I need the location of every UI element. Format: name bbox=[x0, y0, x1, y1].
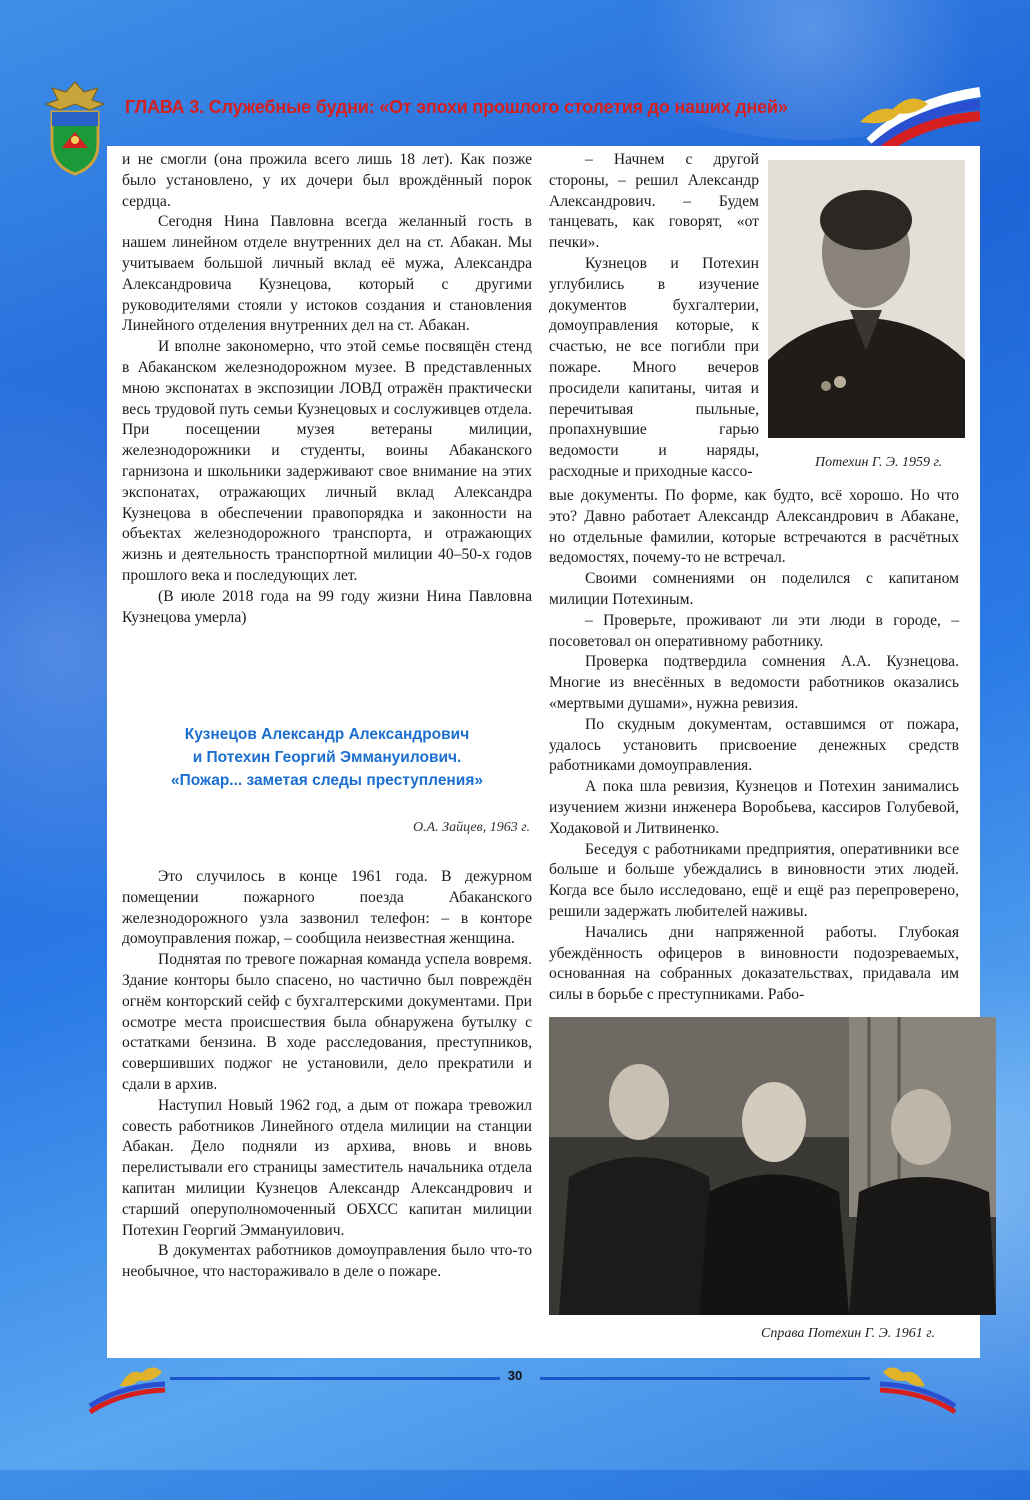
section-title-line: Кузнецов Александр Александрович bbox=[184, 726, 470, 743]
section-title bbox=[122, 723, 532, 792]
footer-divider-right bbox=[540, 1377, 870, 1380]
paragraph: По скудным документам, оставшимся от пожара, удалось установить присвоение денежных средств работниками домоуправления. bbox=[549, 715, 959, 775]
section-title-line: и Потехин Георгий Эммануилович. bbox=[192, 749, 462, 766]
right-column-bottom bbox=[549, 486, 959, 1006]
paragraph: и не смогли (она прожила всего лишь 18 лет). Как позже было установлено, у их дочери был врождённый порок сердца. bbox=[122, 151, 532, 210]
chapter-title: ГЛАВА 3. Служебные будни: «От эпохи прошлого столетия до наших дней» bbox=[125, 97, 788, 117]
paragraph: И вполне закономерно, что этой семье посвящён стенд в Абаканском железнодорожном музее. В представленных мною экспонатах в экспозиции ЛОВД отражён практически весь трудовой путь семьи Кузнецовых и сослуживцев отдела. При посещении музея ветераны милиции, железнодорожники и студенты, воины Абаканского гарнизона и школьники задерживают свое внимание на этих экспонатах, отражающих личный вклад Александра Кузнецова в обеспечении правопорядка и законности на объектах железнодорожного транспорта, и отражающих жизнь и деятельность транспортной милиции 40–50-х годов прошлого века и последующих лет. bbox=[122, 338, 532, 584]
left-column-bottom bbox=[122, 867, 532, 1283]
page-number: 30 bbox=[507, 1368, 523, 1383]
laurel-right-icon bbox=[875, 1356, 965, 1416]
paragraph: Беседуя с работниками предприятия, оперативники все больше и больше убеждались в виновности этих людей. Когда все было исследовано, ещё и ещё раз перепроверено, решили задержать любителей наживы. bbox=[549, 840, 959, 920]
left-column-top bbox=[122, 150, 532, 628]
paragraph: Сегодня Нина Павловна всегда желанный гость в нашем линейном отделе внутренних дел на ст. Абакан. Мы учитываем большой личный вклад её мужа, Александра Александровича Кузнецова, который с другими руководителями стояли у истоков создания и становления Линейного отделения внутренних дел на ст. Абакан. bbox=[122, 213, 532, 335]
group-photo bbox=[549, 1017, 996, 1315]
laurel-left-icon bbox=[80, 1356, 170, 1416]
right-column-top bbox=[549, 150, 759, 483]
paragraph: Кузнецов и Потехин углубились в изучение документов бухгалтерии, домоуправления которые, к счастью, не все погибли при пожаре. Много вечеров просидели капитаны, читая и перечитывая пыльные, пропахнувшие гарью ведомости и наряды, расходные и приходные кассо- bbox=[549, 254, 759, 480]
paragraph: Своими сомнениями он поделился с капитаном милиции Потехиным. bbox=[549, 570, 959, 608]
paragraph: – Проверьте, проживают ли эти люди в городе, – посоветовал он оперативному работнику. bbox=[549, 611, 959, 650]
paragraph: – Начнем с другой стороны, – решил Александр Александрович. – Будем танцевать, как говорят, «от печки». bbox=[549, 151, 759, 252]
paragraph: Наступил Новый 1962 год, а дым от пожара тревожил совесть работников Линейного отдела милиции на станции Абакан. Дело подняли из архива, вновь и вновь перелистывали его страницы заместитель начальника отдела капитан милиции Кузнецов Александр Александрович и старший оперуполномоченный ОБХСС капитан милиции Потехин Георгий Эммануилович. bbox=[122, 1096, 532, 1239]
portrait-image bbox=[768, 160, 965, 438]
paragraph: Проверка подтвердила сомнения А.А. Кузнецова. Многие из внесённых в ведомости работников оказались «мертвыми душами», нужна ревизия. bbox=[549, 653, 959, 712]
group-photo-caption: Справа Потехин Г. Э. 1961 г. bbox=[761, 1326, 936, 1341]
portrait-caption: Потехин Г. Э. 1959 г. bbox=[815, 455, 943, 470]
paragraph: Это случилось в конце 1961 года. В дежурном помещении пожарного поезда Абаканского железнодорожного узла зазвонил телефон: – в конторе домоуправления пожар, – сообщила неизвестная женщина. bbox=[122, 868, 532, 948]
paragraph: вые документы. По форме, как будто, всё хорошо. Но что это? Давно работает Александр Александрович в Абакане, но отдельные фамилии, которые встречаются в расчётных ведомостях, почему-то не встречал. bbox=[549, 487, 959, 567]
paragraph: В документах работников домоуправления было что-то необычное, что настораживало в деле о пожаре. bbox=[122, 1242, 532, 1281]
paragraph: Поднятая по тревоге пожарная команда успела вовремя. Здание конторы было спасено, но частично был повреждён огнём конторский сейф с бухгалтерскими документами. При осмотре места происшествия была обнаружена бутылку с остатками бензина. В ходе расследования, преступников, совершивших поджог не установили, дело прекратили и сдали в архив. bbox=[122, 951, 532, 1093]
paragraph: А пока шла ревизия, Кузнецов и Потехин занимались изучением жизни инженера Воробьева, кассиров Голубевой, Ходаковой и Литвиненко. bbox=[549, 778, 959, 837]
paragraph: (В июле 2018 года на 99 году жизни Нина Павловна Кузнецова умерла) bbox=[122, 587, 532, 626]
portrait-photo bbox=[768, 160, 965, 438]
author-byline: О.А. Зайцев, 1963 г. bbox=[412, 820, 530, 835]
paragraph: Начались дни напряженной работы. Глубокая убеждённость офицеров в виновности подозреваемых, основанная на собранных доказательствах, придавала им силы в борьбе с преступниками. Рабо- bbox=[549, 923, 959, 1004]
footer-divider-left bbox=[170, 1377, 500, 1380]
police-emblem-icon bbox=[40, 78, 110, 178]
group-image bbox=[549, 1017, 996, 1315]
section-title-line: «Пожар... заметая следы преступления» bbox=[171, 772, 483, 789]
